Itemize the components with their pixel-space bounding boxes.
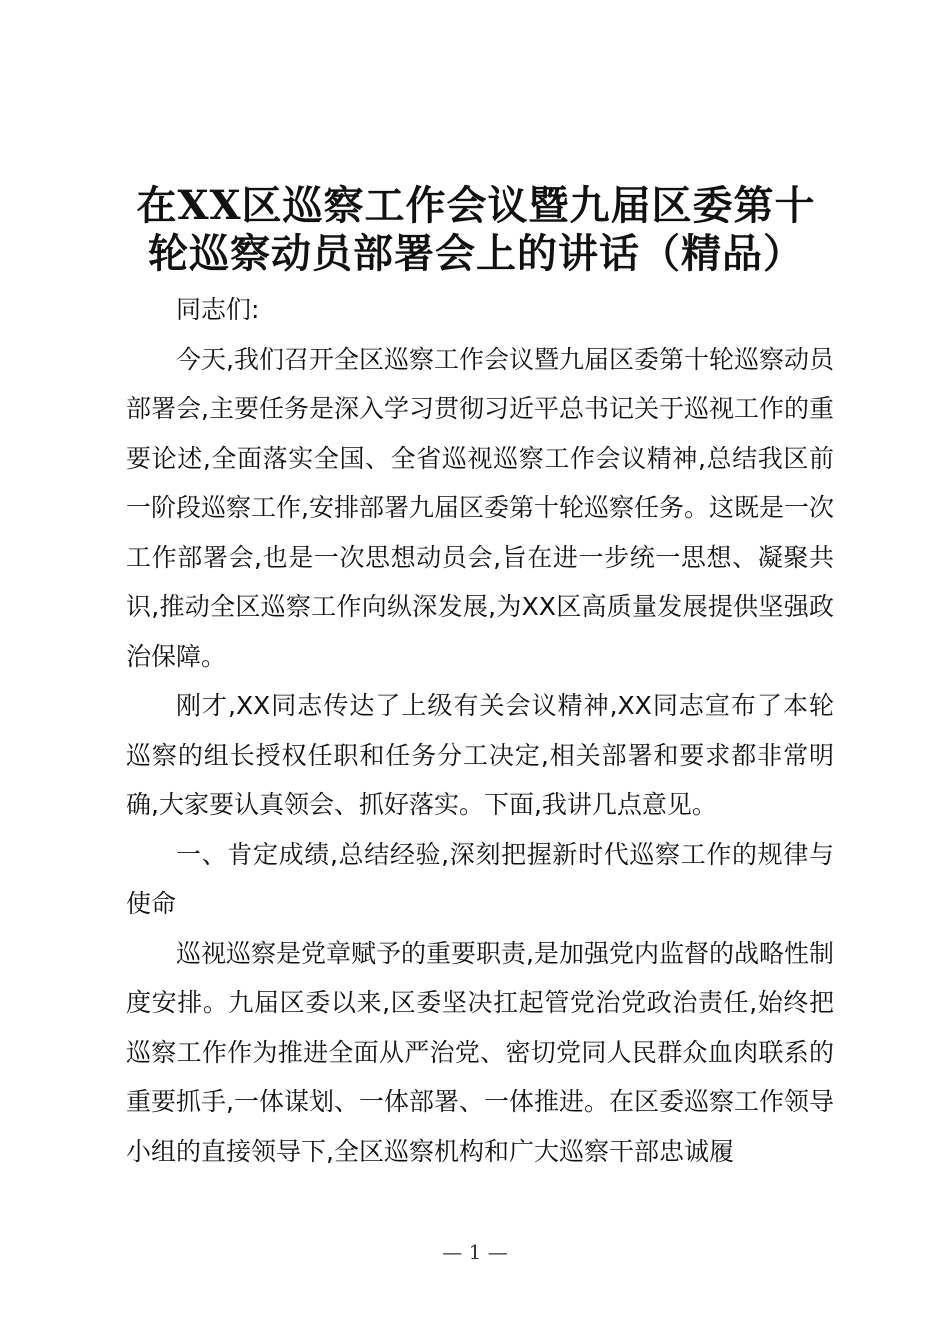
paragraph-2: 刚才,XX同志传达了上级有关会议精神,XX同志宣布了本轮巡察的组长授权任职和任务分工决定,相关部署和要求都非常明确,大家要认真领会、抓好落实。下面,我讲几点意见。 [126,691,834,819]
page-number: — 1 — [442,1240,508,1264]
paragraph-1: 今天,我们召开全区巡察工作会议暨九届区委第十轮巡察动员部署会,主要任务是深入学习贯彻习近平总书记关于巡视工作的重要论述,全面落实全国、全省巡视巡察工作会议精神,总结我区前一阶段巡察工作,安排部署九届区委第十轮巡察任务。这既是一次工作部署会,也是一次思想动员会,旨在进一步统一思想、凝聚共识,推动全区巡察工作向纵深发展,为XX区高质量发展提供坚强政治保障。 [126,344,834,671]
document-body [126,285,834,1176]
document-title [120,182,832,278]
title-line-1: 在XX区巡察工作会议暨九届区委第十 [136,182,816,229]
paragraph-3: 巡视巡察是党章赋予的重要职责,是加强党内监督的战略性制度安排。九届区委以来,区委坚决扛起管党治党政治责任,始终把巡察工作作为推进全面从严治党、密切党同人民群众血肉联系的重要抓手,一体谋划、一体部署、一体推进。在区委巡察工作领导小组的直接领导下,全区巡察机构和广大巡察干部忠诚履 [126,938,834,1166]
greeting: 同志们: [176,295,260,324]
section-heading-1: 一、肯定成绩,总结经验,深刻把握新时代巡察工作的规律与使命 [126,839,834,918]
title-line-2: 轮巡察动员部署会上的讲话（精品） [148,230,804,277]
